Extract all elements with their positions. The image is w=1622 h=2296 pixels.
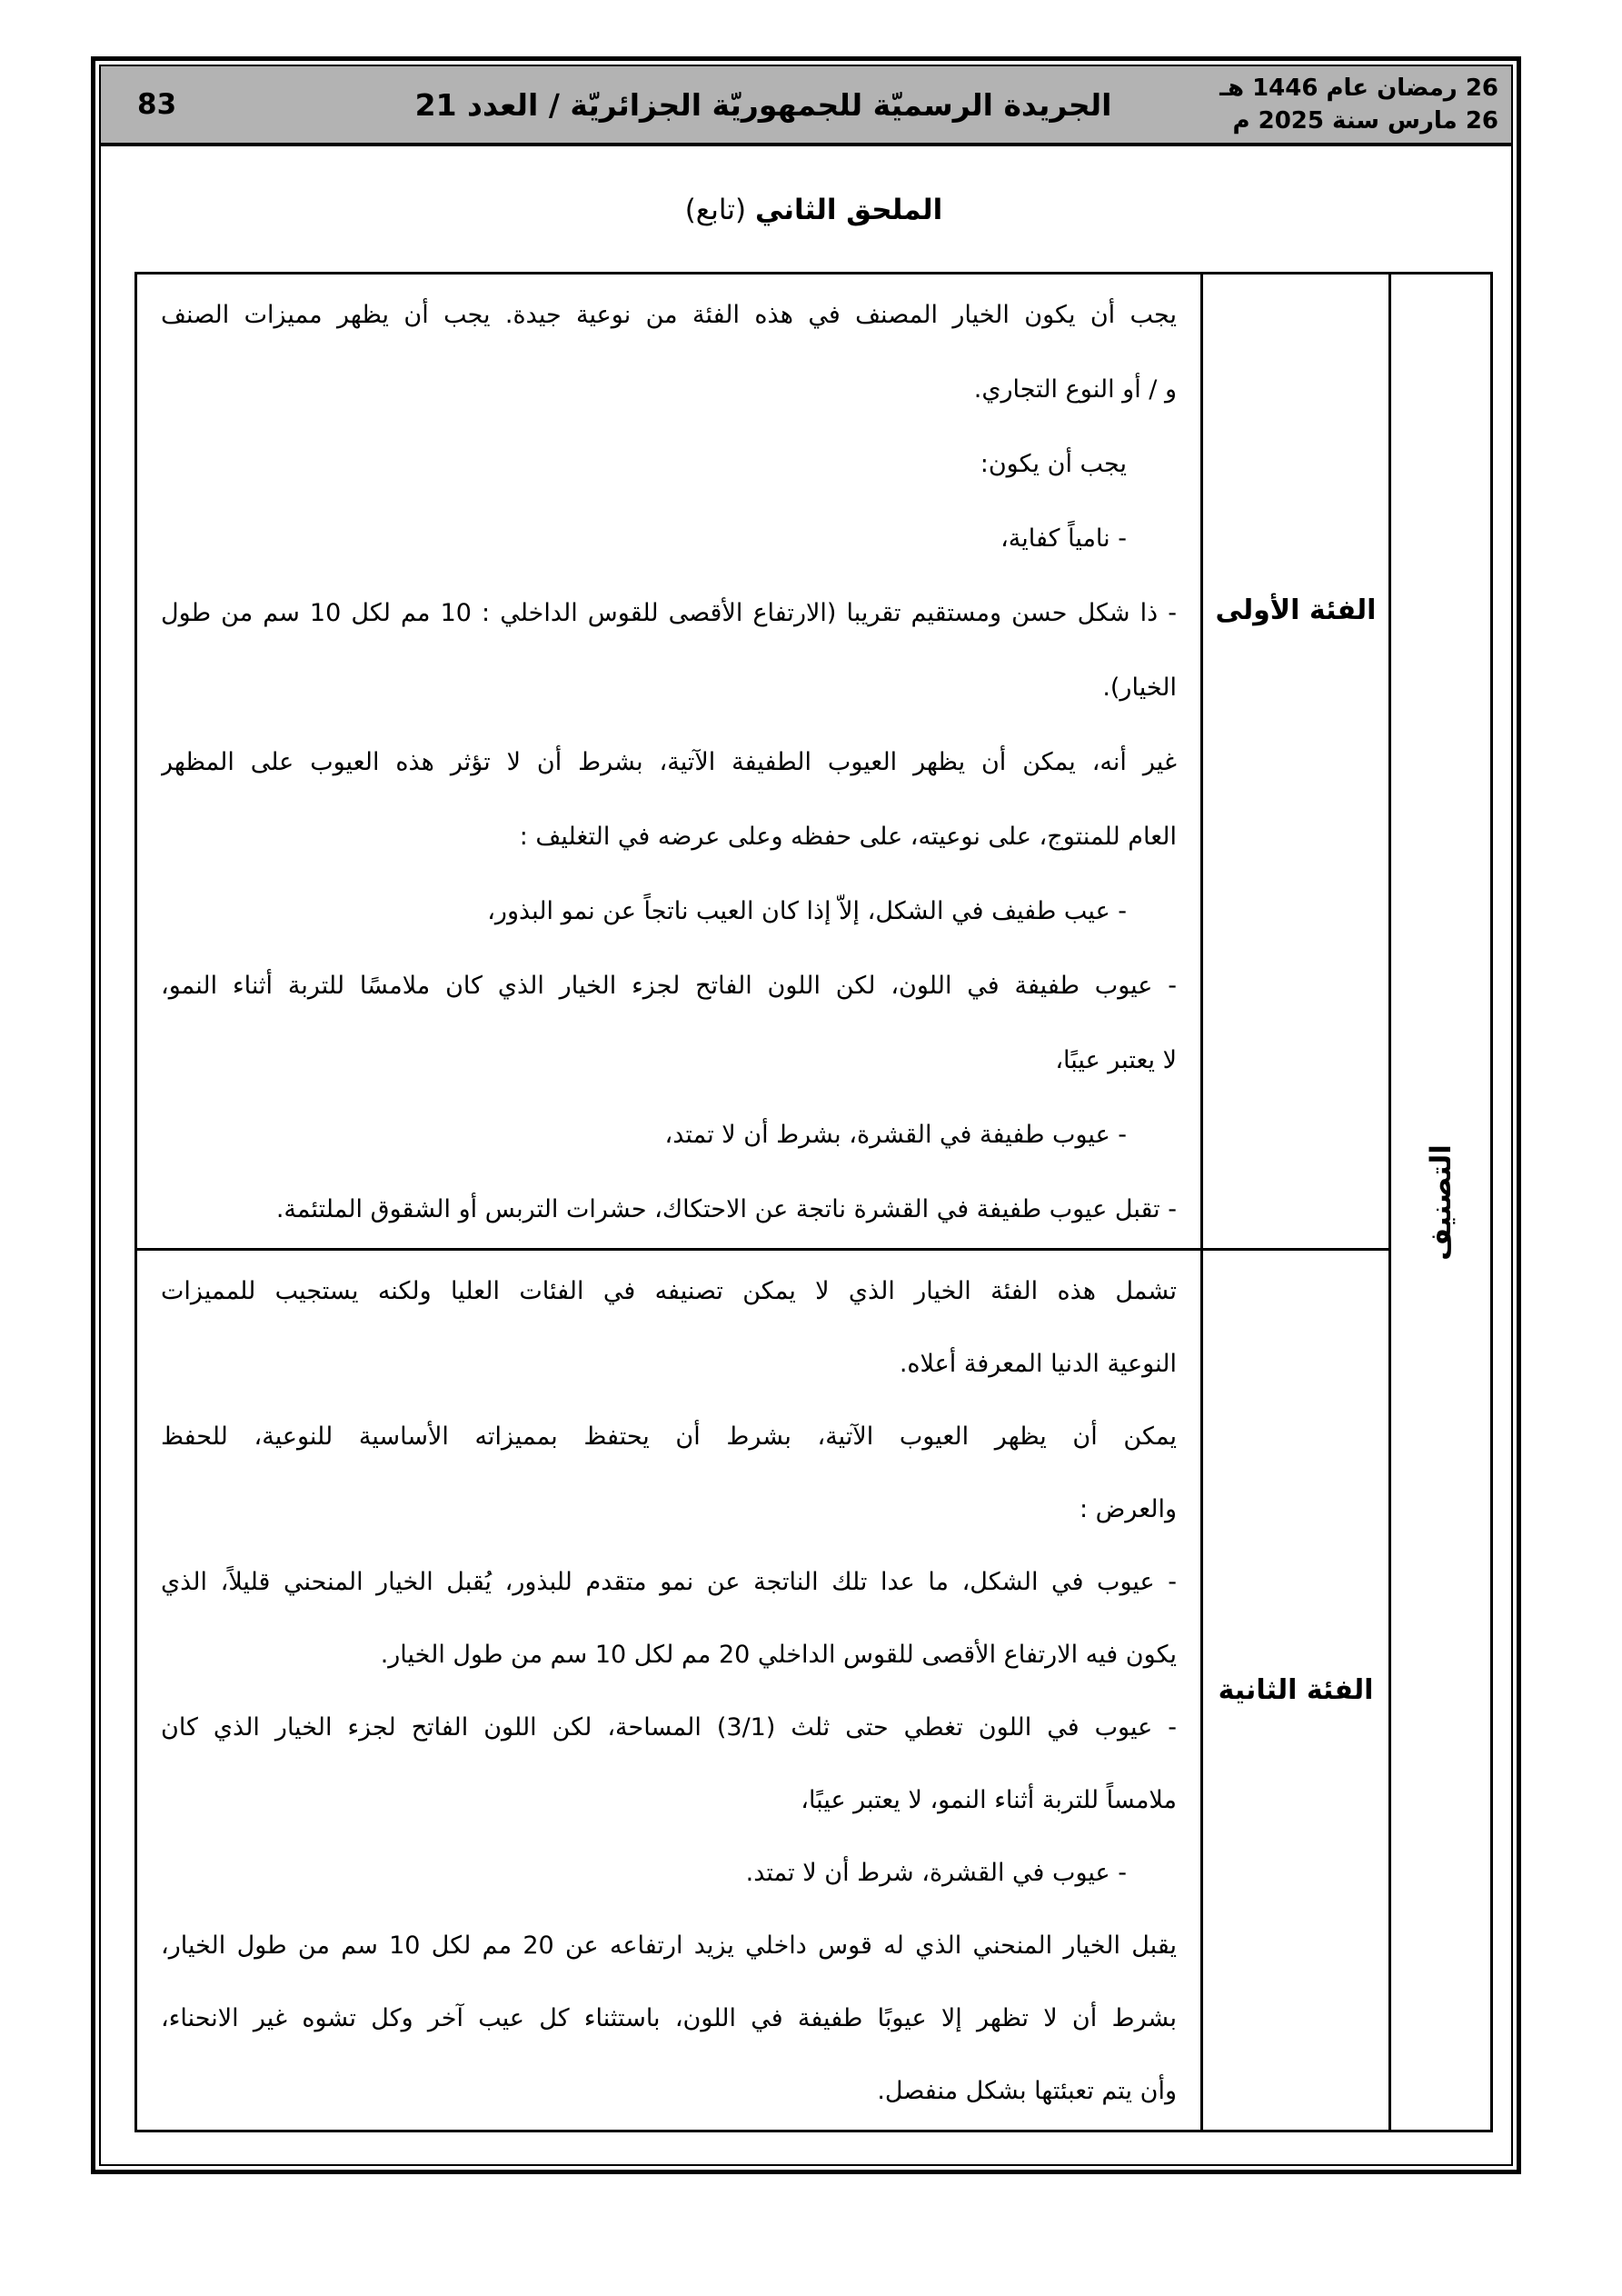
classification-column-header: التصنيف bbox=[1424, 1143, 1458, 1261]
page-inner-frame bbox=[99, 65, 1513, 2166]
content-line: - عيب طفيف في الشكل، إلاّ إذا كان العيب ناتجاً عن نمو البذور، bbox=[487, 897, 1127, 925]
page-outer-frame bbox=[91, 56, 1521, 2174]
content-line: والعرض : bbox=[1079, 1495, 1177, 1523]
classification-table bbox=[134, 272, 1493, 2132]
annex-title-suffix: (تابع) bbox=[684, 194, 755, 226]
content-line: يكون فيه الارتفاع الأقصى للقوس الداخلي 20 مم لكل 10 سم من طول الخيار. bbox=[380, 1641, 1177, 1669]
header-dates bbox=[1199, 72, 1511, 137]
content-line: يجب أن يكون الخيار المصنف في هذه الفئة من نوعية جيدة. يجب أن يظهر مميزات الصنف bbox=[161, 301, 1177, 329]
content-line: - عيوب طفيفة في القشرة، بشرط أن لا تمتد، bbox=[664, 1121, 1127, 1149]
classification-column bbox=[1388, 275, 1490, 2130]
gazette-header-band bbox=[101, 66, 1511, 146]
category-1-label: الفئة الأولى bbox=[1215, 594, 1377, 626]
content-line: يقبل الخيار المنحني الذي له قوس داخلي يزيد ارتفاعه عن 20 مم لكل 10 سم من طول الخيار، bbox=[161, 1932, 1177, 1960]
category-cell-2 bbox=[1200, 1251, 1388, 2130]
hijri-date: 26 رمضان عام 1446 هـ bbox=[1219, 75, 1498, 102]
content-line: لا يعتبر عيبًا، bbox=[1055, 1046, 1177, 1074]
content-line: - عيوب في الشكل، ما عدا تلك الناتجة عن نمو متقدم للبذور، يُقبل الخيار المنحني قليلاً، الذي bbox=[161, 1568, 1177, 1596]
content-line: - عيوب في اللون تغطي حتى ثلث (3/1) المساحة، لكن اللون الفاتح لجزء الخيار الذي كان bbox=[161, 1713, 1177, 1742]
content-line: ملامساً للتربة أثناء النمو، لا يعتبر عيبًا، bbox=[801, 1786, 1177, 1814]
content-line: - نامياً كفاية، bbox=[1000, 524, 1127, 553]
content-line: يمكن أن يظهر العيوب الآتية، بشرط أن يحتفظ بمميزاته الأساسية للنوعية، للحفظ bbox=[161, 1423, 1177, 1451]
content-line: - تقبل عيوب طفيفة في القشرة ناتجة عن الاحتكاك، حشرات التربس أو الشقوق الملتئمة. bbox=[275, 1195, 1177, 1223]
content-line: و / أو النوع التجاري. bbox=[973, 375, 1177, 404]
category-cell-1 bbox=[1200, 275, 1388, 1251]
category-2-label: الفئة الثانية bbox=[1218, 1674, 1374, 1706]
content-line: تشمل هذه الفئة الخيار الذي لا يمكن تصنيفه في الفئات العليا ولكنه يستجيب للمميزات bbox=[161, 1277, 1177, 1305]
content-line: - عيوب طفيفة في اللون، لكن اللون الفاتح لجزء الخيار الذي كان ملامسًا للتربة أثناء النمو، bbox=[161, 972, 1177, 1000]
category-1-content bbox=[137, 275, 1200, 1251]
content-line: - ذا شكل حسن ومستقيم تقريبا (الارتفاع الأقصى للقوس الداخلي : 10 مم لكل 10 سم من طول bbox=[161, 599, 1177, 627]
category-2-content bbox=[137, 1251, 1200, 2130]
annex-title-main: الملحق الثاني bbox=[754, 194, 943, 226]
content-line: بشرط أن لا تظهر إلا عيوبًا طفيفة في اللون، باستثناء كل عيب آخر وكل تشوه غير الانحناء، bbox=[161, 2004, 1177, 2032]
content-line: العام للمنتوج، على نوعيته، على حفظه وعلى عرضه في التغليف : bbox=[519, 823, 1177, 851]
gregorian-date: 26 مارس سنة 2025 م bbox=[1232, 107, 1498, 135]
content-line: يجب أن يكون: bbox=[980, 450, 1127, 478]
journal-title: الجريدة الرسميّة للجمهوريّة الجزائريّة / العدد 21 bbox=[414, 86, 1112, 123]
content-line: النوعية الدنيا المعرفة أعلاه. bbox=[899, 1350, 1177, 1378]
content-line: وأن يتم تعبئتها بشكل منفصل. bbox=[877, 2077, 1177, 2105]
page-number: 83 bbox=[137, 88, 177, 121]
annex-title bbox=[134, 194, 1493, 226]
content-line: غير أنه، يمكن أن يظهر العيوب الطفيفة الآتية، بشرط أن لا تؤثر هذه العيوب على المظهر bbox=[161, 748, 1177, 776]
content-line: - عيوب في القشرة، شرط أن لا تمتد. bbox=[745, 1859, 1127, 1887]
content-line: الخيار). bbox=[1102, 674, 1177, 702]
